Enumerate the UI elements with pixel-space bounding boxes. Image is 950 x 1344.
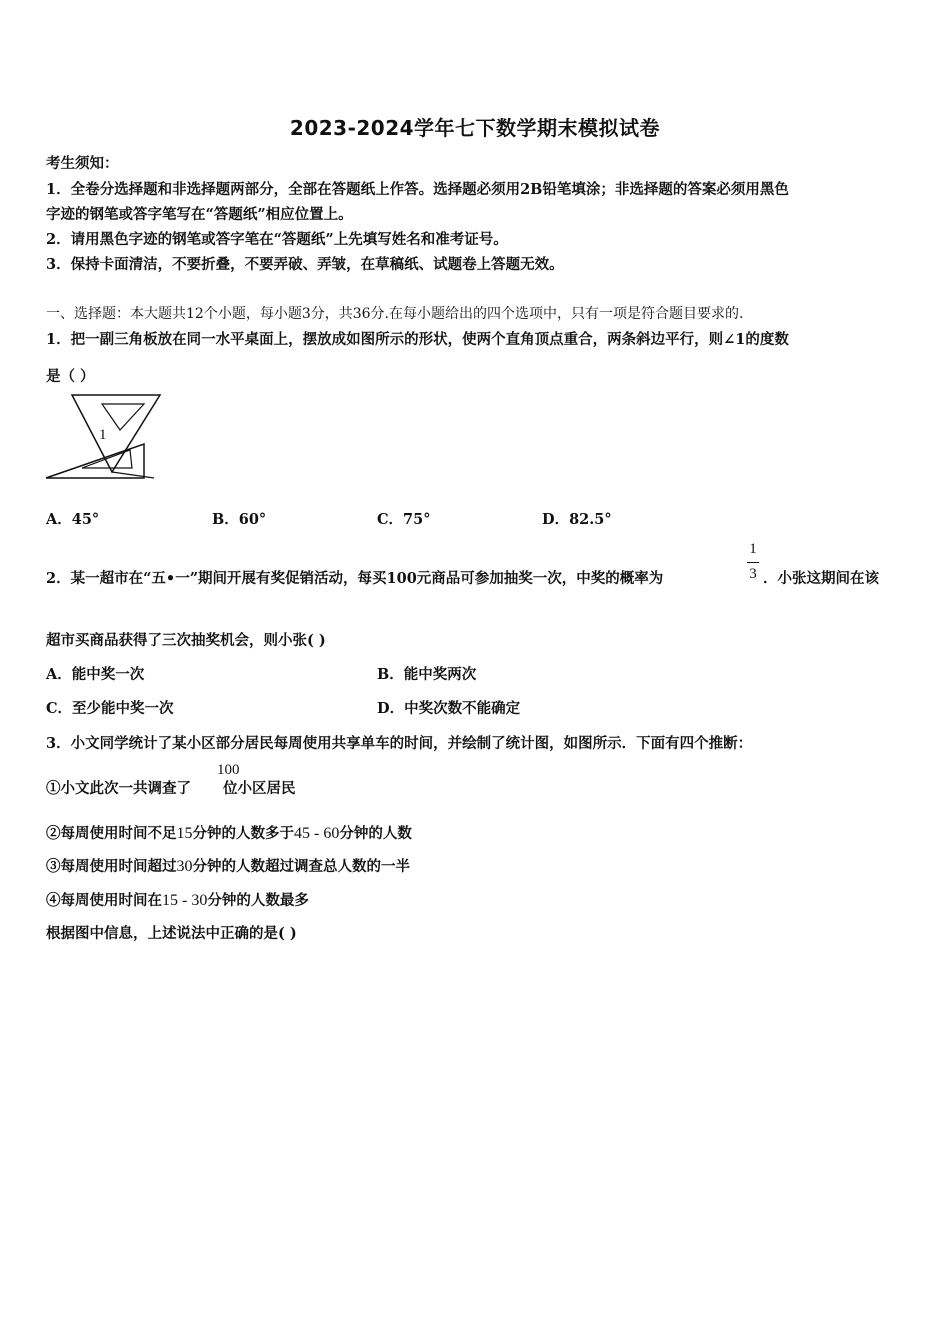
fraction-numerator: 1 [749,541,757,557]
q2-option-b: B．能中奖两次 [377,666,477,683]
q3-s2-text: ②每周使用时间不足 [46,825,177,842]
q3-s1-number: 100 [217,762,240,778]
q3-s3-number: 30 [176,858,193,875]
q2-option-c: C．至少能中奖一次 [46,700,174,717]
fraction-denominator: 3 [749,566,757,582]
page-title: 2023-2024学年七下数学期末模拟试卷 [289,116,661,140]
q2-option-d: D．中奖次数不能确定 [377,700,521,717]
q3-statement-4 [46,889,309,910]
q3-question: 根据图中信息，上述说法中正确的是( ) [46,925,297,942]
notice-item: 字迹的钢笔或答字笔写在“答题纸”相应位置上。 [46,206,353,223]
q3-statement-1 [46,777,296,798]
q1-option-a: A．45° [46,511,100,528]
notice-heading: 考生须知： [46,155,119,172]
q2-stem-cont: 超市买商品获得了三次抽奖机会，则小张( ) [46,632,326,649]
q1-option-b: B．60° [212,511,267,528]
q3-s2-range: 45 - 60 [294,825,340,842]
fraction-bar [747,562,759,563]
q3-stem: 3．小文同学统计了某小区部分居民每周使用共享单车的时间，并绘制了统计图，如图所示．下面有四个推断： [46,735,753,752]
q3-s4-text: ④每周使用时间在 [46,892,162,909]
q3-s3-text: ③每周使用时间超过 [46,858,177,875]
q3-s2-number: 15 [176,825,193,842]
q1-option-d: D．82.5° [542,511,612,528]
q1-stem: 1．把一副三角板放在同一水平桌面上，摆放成如图所示的形状，使两个直角顶点重合，两条斜边平行，则∠1的度数 [46,331,789,348]
q3-s2-text-end: 分钟的人数 [339,825,412,842]
q3-s1-text-end: 位小区居民 [223,780,296,797]
notice-item: 1．全卷分选择题和非选择题两部分，全部在答题纸上作答。选择题必须用2B铅笔填涂；非选择题的答案必须用黑色 [46,181,789,198]
section-heading: 一、选择题：本大题共12个小题，每小题3分，共36分.在每小题给出的四个选项中，只有一项是符合题目要求的. [46,306,744,322]
q3-statement-3 [46,855,410,876]
q3-s2-text-mid: 分钟的人数多于 [192,825,294,842]
q3-s4-range: 15 - 30 [162,892,208,909]
notice-item: 2．请用黑色字迹的钢笔或答字笔在“答题纸”上先填写姓名和准考证号。 [46,231,508,248]
q2-stem: 2．某一超市在“五•一”期间开展有奖促销活动，每买100元商品可参加抽奖一次，中奖的概率为 [46,570,664,587]
q2-option-a: A．能中奖一次 [46,666,145,683]
angle-label: 1 [99,427,107,443]
q3-s1-text: ①小文此次一共调查了 [46,780,191,797]
q1-stem-cont: 是（ ） [46,368,95,385]
q3-statement-2 [46,822,412,843]
q2-stem-end: ．小张这期间在该 [763,570,879,587]
q3-s4-text-end: 分钟的人数最多 [207,892,309,909]
q1-triangles-figure [44,392,164,482]
q1-option-c: C．75° [377,511,431,528]
q3-s3-text-end: 分钟的人数超过调查总人数的一半 [192,858,410,875]
notice-item: 3．保持卡面清洁，不要折叠，不要弄破、弄皱，在草稿纸、试题卷上答题无效。 [46,256,564,273]
